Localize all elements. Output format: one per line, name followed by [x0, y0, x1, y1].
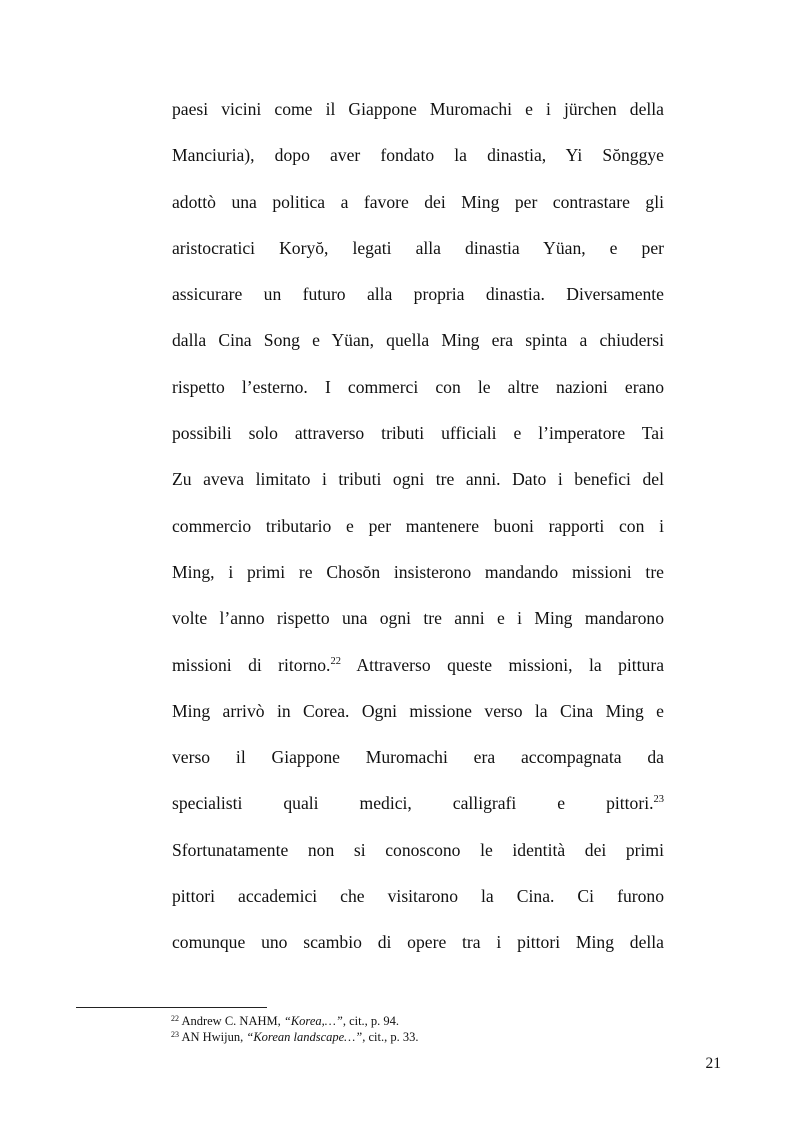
line-text: assicurare un futuro alla propria dinastia. Diversamente [172, 284, 664, 305]
line-text: rispetto l’esterno. I commerci con le altre nazioni erano [172, 376, 664, 397]
footnotes [171, 1014, 419, 1045]
line-text: volte l’anno rispetto una ogni tre anni e i Ming mandarono [172, 608, 664, 629]
text-line [172, 271, 664, 317]
body-text [172, 86, 664, 966]
line-text: commercio tributario e per mantenere buoni rapporti con i [172, 515, 664, 536]
line-text: comunque uno scambio di opere tra i pittori Ming della [172, 932, 664, 953]
line-text: aristocratici Koryŏ, legati alla dinastia Yüan, e per [172, 237, 664, 258]
text-line [172, 456, 664, 502]
text-line [172, 132, 664, 178]
text-line [172, 919, 664, 965]
footnote-separator [76, 1007, 267, 1008]
footnote-mark: 22 [171, 1014, 179, 1023]
footnote-citation: , cit., p. 33. [362, 1029, 419, 1044]
line-text: Zu aveva limitato i tributi ogni tre anni. Dato i benefici del [172, 469, 664, 490]
line-text: pittori accademici che visitarono la Cina. Ci furono [172, 886, 664, 907]
text-line [172, 364, 664, 410]
line-text: paesi vicini come il Giappone Muromachi e i jürchen della [172, 99, 664, 119]
text-line [172, 734, 664, 780]
page-number: 21 [705, 1055, 721, 1072]
line-text: Ming arrivò in Corea. Ogni missione verso la Cina Ming e [172, 700, 664, 721]
text-line [172, 317, 664, 363]
footnote-title: “Korea,…” [283, 1014, 343, 1028]
line-text: adottò una politica a favore dei Ming per contrastare gli [172, 191, 664, 212]
text-line [172, 86, 664, 132]
line-text-continued: Attraverso queste missioni, la pittura [340, 654, 664, 675]
text-line [172, 688, 664, 734]
line-text: verso il Giappone Muromachi era accompagnata da [172, 747, 664, 768]
footnote-mark: 23 [171, 1029, 179, 1039]
text-line [172, 595, 664, 641]
text-line [172, 225, 664, 271]
line-text: possibili solo attraverso tributi ufficiali e l’imperatore Tai [172, 423, 664, 444]
footnote-title: “Korean landscape…” [246, 1029, 363, 1044]
text-line [172, 873, 664, 919]
footnote-author: AN Hwijun, [181, 1029, 244, 1044]
line-text: Ming, i primi re Chosŏn insisterono mandando missioni tre [172, 561, 664, 582]
footnote-author: Andrew C. NAHM, [181, 1014, 281, 1028]
line-text: dalla Cina Song e Yüan, quella Ming era spinta a chiudersi [172, 330, 664, 351]
text-line [172, 549, 664, 595]
text-line [172, 827, 664, 873]
text-line [172, 642, 664, 688]
footnote-item [171, 1014, 419, 1030]
text-line [172, 503, 664, 549]
footnote-reference[interactable]: 22 [330, 655, 341, 667]
line-text: Sfortunatamente non si conoscono le identità dei primi [172, 839, 664, 860]
footnote-reference[interactable]: 23 [653, 794, 664, 806]
line-text: Manciuria), dopo aver fondato la dinastia, Yi Sŏnggye [172, 145, 664, 166]
text-line [172, 410, 664, 456]
footnote-citation: , cit., p. 94. [342, 1014, 400, 1028]
line-text: missioni di ritorno. [172, 654, 331, 675]
text-line [172, 179, 664, 225]
footnote-item [171, 1030, 419, 1046]
text-line [172, 780, 664, 826]
line-text: specialisti quali medici, calligrafi e pittori. [172, 793, 654, 814]
